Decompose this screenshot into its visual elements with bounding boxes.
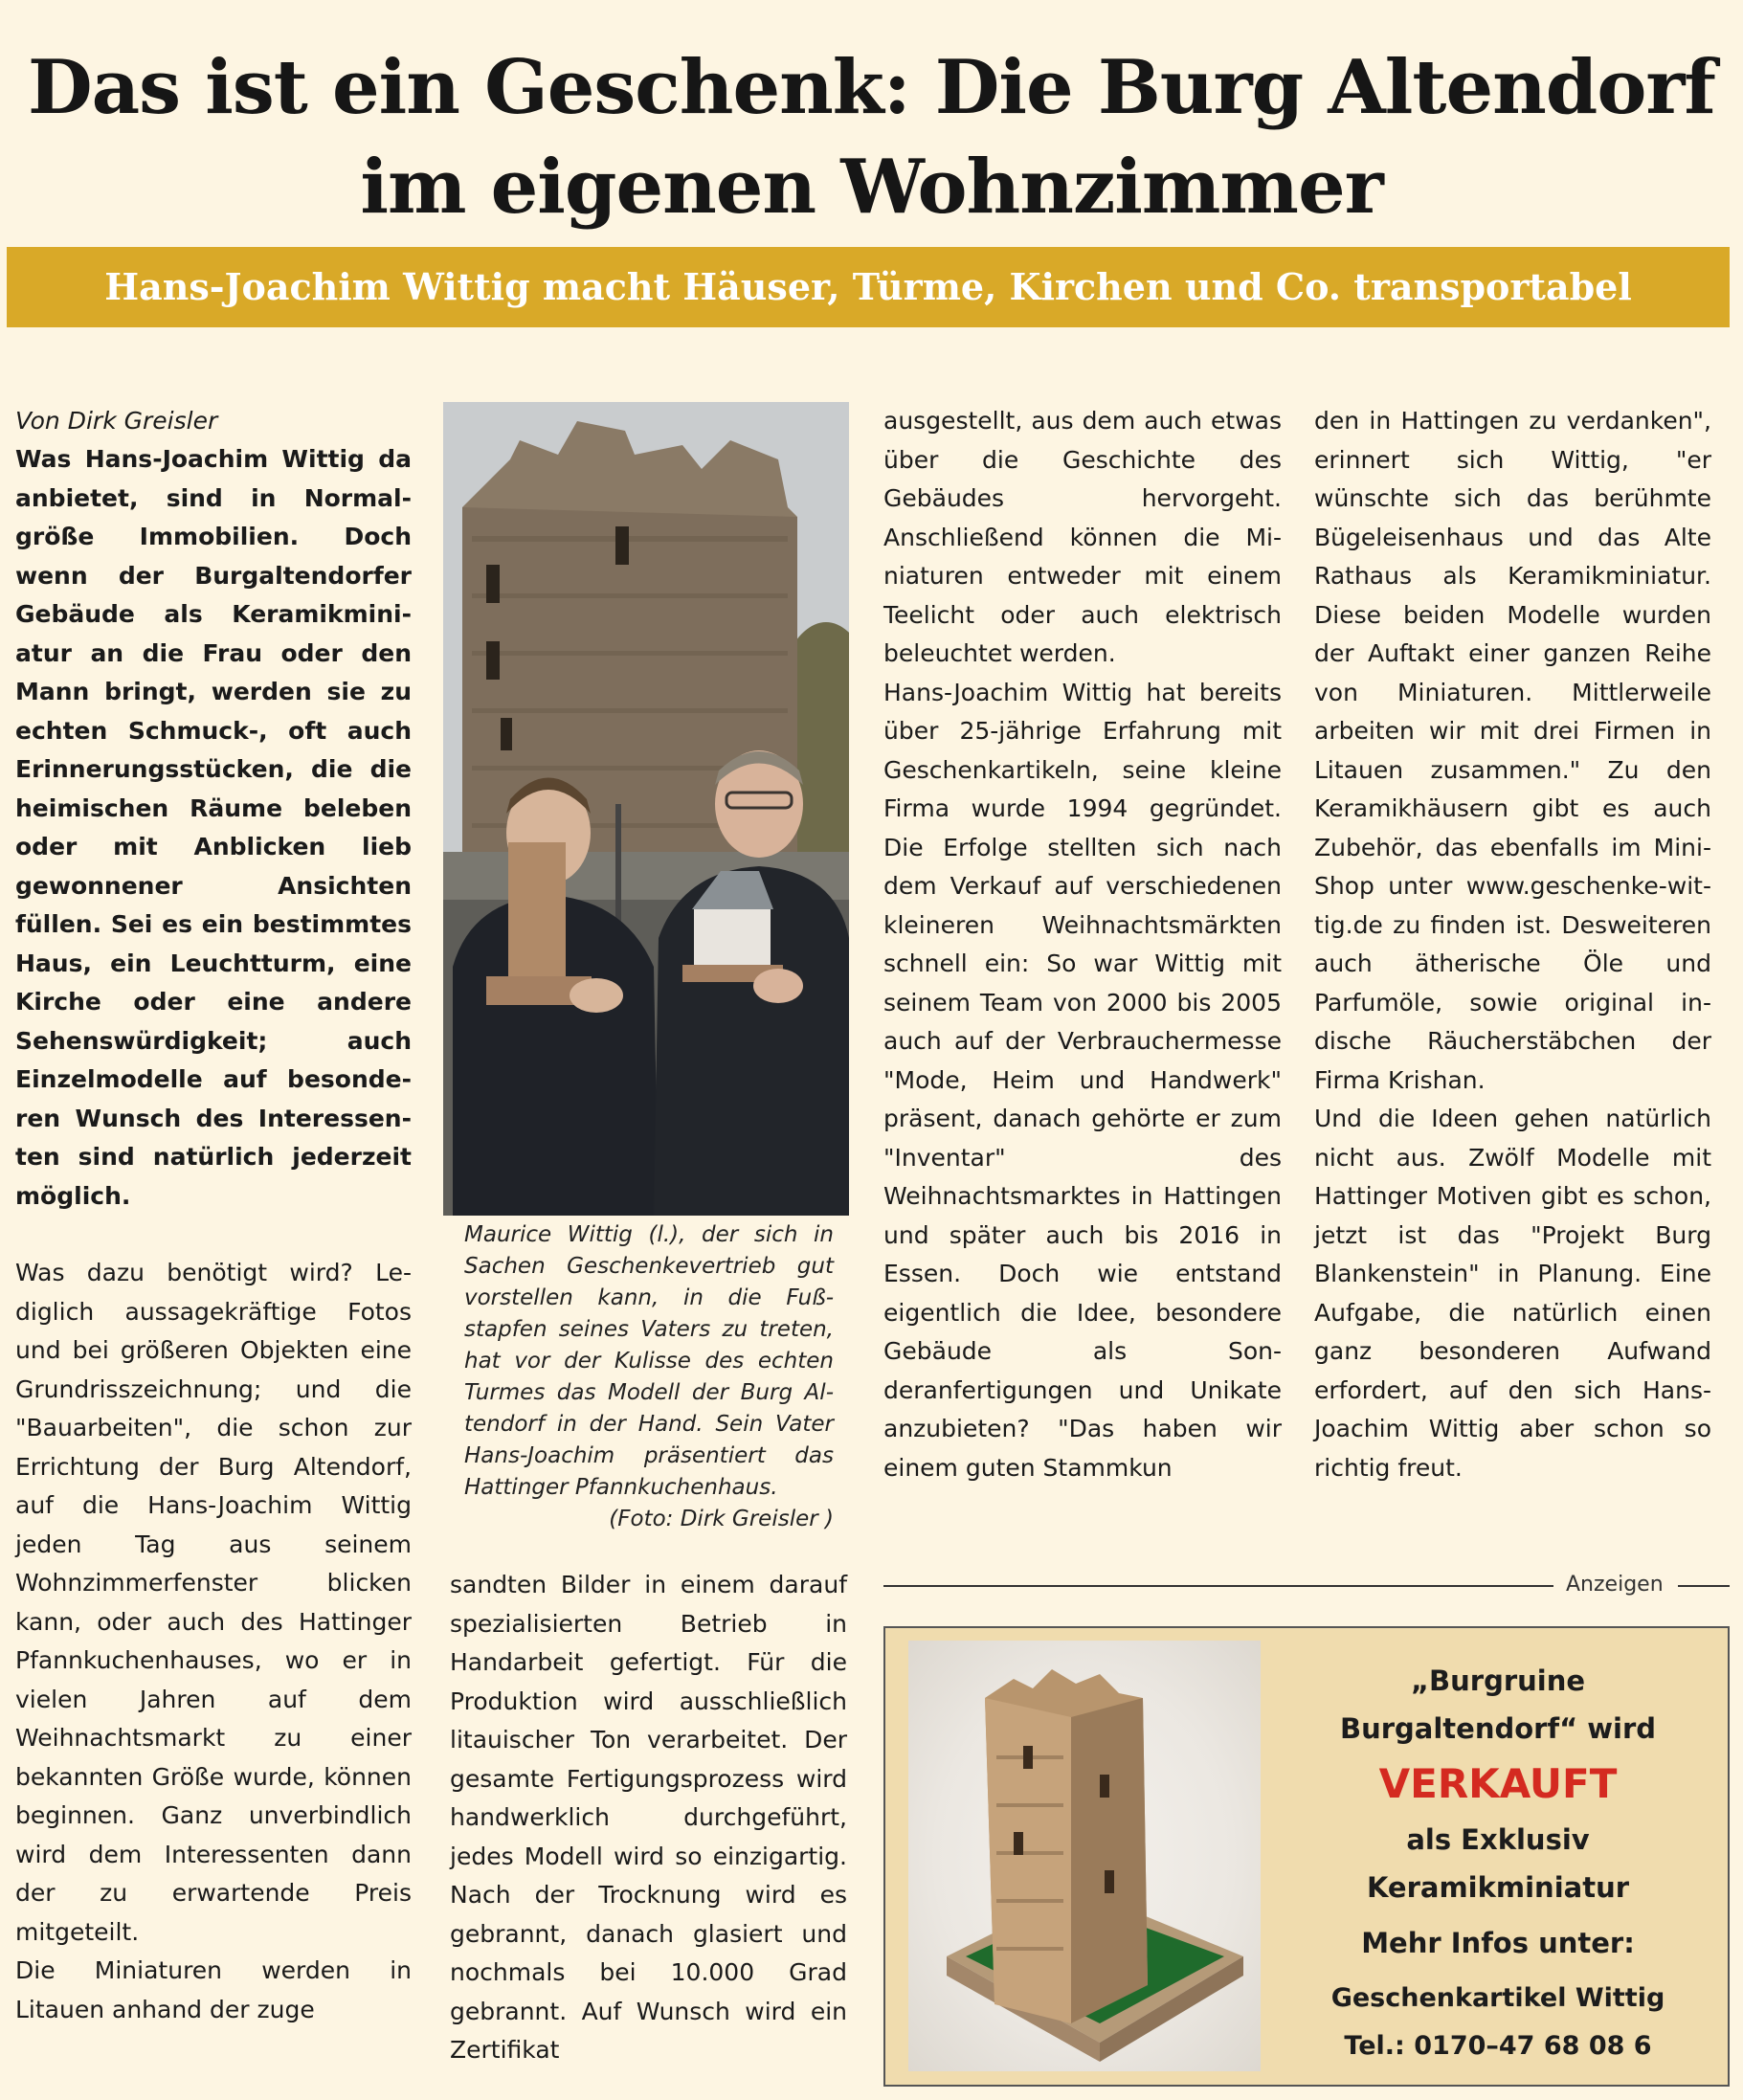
ad-line-5: Mehr Infos unter:: [1361, 1927, 1635, 1959]
subheadline-bar: [7, 247, 1730, 327]
ad-line-2: Burgaltendorf“ wird: [1339, 1712, 1657, 1745]
article-column-2: [450, 1566, 847, 2070]
article-column-4: [1314, 402, 1711, 1487]
body-paragraph: sandten Bilder in einem darauf spezialisierten Betrieb in Handarbeit gefertigt. Für die Produktion wird ausschließlich litauischer Ton verarbeitet. Der gesamte Fertigungsprozess wird handwerklich durchgeführt, jedes Modell wird so einzigartig. Nach der Trocknung wird es gebrannt, danach glasiert und nochmals bei 10.000 Grad gebrannt. Auf Wunsch wird ein Zertifikat: [450, 1571, 847, 2064]
ads-section-label: Anzeigen: [1566, 1573, 1664, 1597]
ad-line-1: „Burgruine: [1410, 1664, 1586, 1697]
ad-line-3: als Exklusiv: [1406, 1823, 1590, 1856]
ad-company: Geschenkartikel Wittig: [1330, 1983, 1665, 2013]
body-paragraph: Die Miniaturen werden in Litauen anhand der zuge: [15, 1956, 412, 2023]
article-photo-tower: [443, 402, 849, 1216]
body-paragraph: ausgestellt, aus dem auch etwas über die Geschichte des Gebäudes hervorgeht. Anschließend können die Miniaturen entweder mit einem Teelicht oder auch elektrisch beleuchtet werden.: [883, 407, 1282, 667]
article-column-3: [883, 402, 1282, 1487]
article-column-1: [15, 402, 412, 2029]
ad-text-block: [1278, 1657, 1718, 2070]
byline: Von Dirk Greisler: [15, 407, 218, 435]
photo-caption: [464, 1219, 834, 1535]
photo-credit: (Foto: Dirk Greisler ): [609, 1507, 834, 1531]
ad-phone: Tel.: 0170–47 68 08 6: [1344, 2031, 1652, 2061]
body-paragraph: Hans-Joachim Wittig hat bereits über 25-jährige Erfahrung mit Geschenkartikeln, seine kleine Firma wurde 1994 gegründet. Die Erfolge stellten sich nach dem Verkauf auf verschiedenen kleineren Weihnachtsmärkten schnell ein: So war Wittig mit seinem Team von 2000 bis 2005 auch auf der Verbrauchermesse "Mode, Heim und Handwerk" präsent, danach gehörte er zum "Inventar" des Weihnachtsmarktes in Hattingen und später auch bis 2016 in Essen. Doch wie entstand eigentlich die Idee, besondere Gebäude als Sonderanfertigungen und Unikate anzubieten? "Das haben wir einem guten Stammkun: [883, 678, 1282, 1482]
ads-divider-left: [883, 1585, 1553, 1587]
ads-divider-right: [1678, 1585, 1730, 1587]
headline-line-2: im eigenen Wohnzimmer: [360, 144, 1383, 231]
subheadline: Hans-Joachim Wittig macht Häuser, Türme, Kirchen und Co. transportabel: [104, 265, 1632, 308]
ad-highlight-sold: VERKAUFT: [1378, 1760, 1618, 1807]
body-paragraph: Was dazu benötigt wird? Lediglich aussagekräftige Fotos und bei größeren Objekten eine Grundrisszeichnung; und die "Bauarbeiten", die schon zur Errichtung der Burg Altendorf, auf die Hans-Joachim Wittig jeden Tag aus seinem Wohnzimmerfenster blicken kann, oder auch des Hattinger Pfannkuchenhauses, wo er in vielen Jahren auf dem Weihnachtsmarkt zu einer bekannten Größe wurde, können beginnen. Ganz unverbindlich wird dem Interessenten dann der zu erwartende Preis mitgeteilt.: [15, 1259, 412, 1946]
caption-text: Maurice Wittig (l.), der sich in Sachen Geschenkevertrieb gut vorstellen kann, in die Fußstapfen seines Vaters zu treten, hat vor der Kulisse des echten Turmes das Modell der Burg Altendorf in der Hand. Sein Vater Hans-Joachim präsentiert das Hattinger Pfannkuchenhaus.: [464, 1222, 834, 1500]
headline-line-1: Das ist ein Geschenk: Die Burg Altendorf: [28, 44, 1715, 131]
lead-paragraph: Was Hans-Joachim Wittig da anbietet, sind in Normalgröße Immobilien. Doch wenn der Burgaltendorfer Gebäude als Keramikminiatur an die Frau oder den Mann bringt, werden sie zu echten Schmuck-, oft auch Erinnerungsstücken, die die heimischen Räume beleben oder mit Anblicken lieb gewonnener Ansichten füllen. Sei es ein bestimmtes Haus, ein Leuchtturm, eine Kirche oder eine andere Sehenswürdigkeit; auch Einzelmodelle auf besonderen Wunsch des Interessenten sind natürlich jederzeit möglich.: [15, 445, 412, 1210]
ceramic-tower-model-illustration: [908, 1641, 1261, 2071]
body-paragraph: den in Hattingen zu verdanken", erinnert sich Wittig, "er wünschte sich das berühmte Bügeleisenhaus und das Alte Rathaus als Keramikminiatur. Diese beiden Modelle wurden der Auftakt einer ganzen Reihe von Miniaturen. Mittlerweile arbeiten wir mit drei Firmen in Litauen zusammen." Zu den Keramikhäusern gibt es auch Zubehör, das ebenfalls im Mini-Shop unter www.geschenke-wittig.de zu finden ist. Desweiteren auch ätherische Öle und Parfumöle, sowie original indische Räucherstäbchen der Firma Krishan.: [1314, 407, 1711, 1094]
tower-photo-illustration: [443, 402, 849, 1216]
advertisement-box: [883, 1626, 1730, 2087]
headline: [0, 38, 1743, 237]
ad-line-4: Keramikminiatur: [1366, 1871, 1630, 1904]
ad-photo-ceramic-model: [908, 1641, 1261, 2071]
body-paragraph: Und die Ideen gehen natürlich nicht aus. Zwölf Modelle mit Hattinger Motiven gibt es schon, jetzt ist das "Projekt Burg Blankenstein" in Planung. Eine Aufgabe, die natürlich einen ganz besonderen Aufwand erfordert, auf den sich Hans-Joachim Wittig aber schon so richtig freut.: [1314, 1105, 1711, 1482]
